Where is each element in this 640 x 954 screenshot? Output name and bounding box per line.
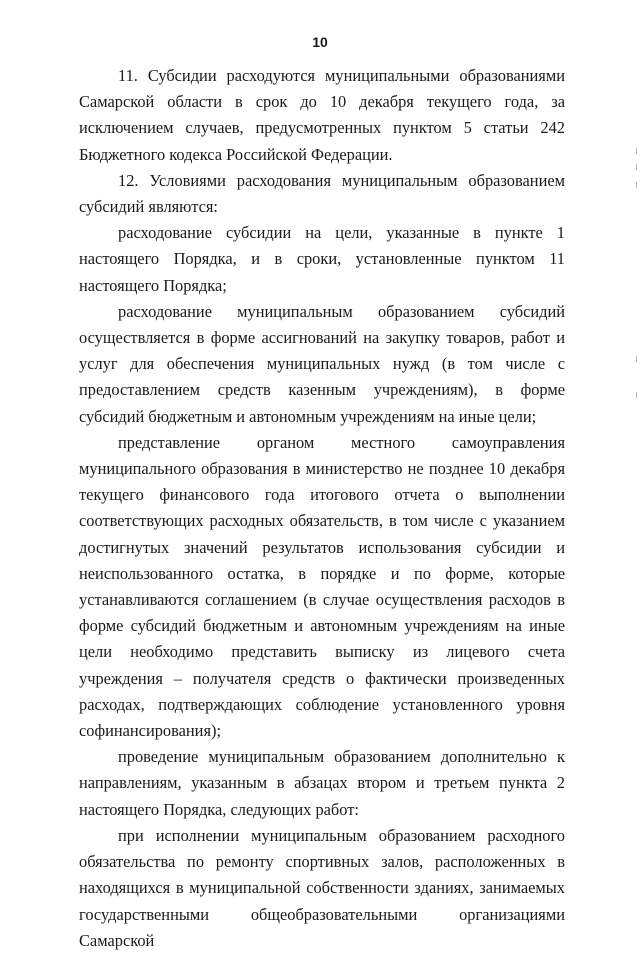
condition-spending-purpose: расходование субсидии на цели, указанные в пункте 1 настоящего Порядка, и в сроки, установленные пунктом 11 настоящего Порядка; xyxy=(79,223,565,295)
condition-additional-works: проведение муниципальным образованием дополнительно к направлениям, указанным в абзацах втором и третьем пункта 2 настоящего Порядка, следующих работ: xyxy=(79,747,565,819)
condition-gym-repair: при исполнении муниципальным образованием расходного обязательства по ремонту спортивных залов, расположенных в находящихся в муниципальной собственности зданиях, занимаемых государственными общеобразовательными организациями Самарской xyxy=(79,825,565,950)
scan-margin-mark xyxy=(636,392,637,398)
page-number: 10 xyxy=(312,34,328,50)
scan-margin-mark xyxy=(636,356,637,362)
scan-margin-mark xyxy=(636,164,637,170)
paragraph-11: 11. Субсидии расходуются муниципальными образованиями Самарской области в срок до 10 декабря текущего года, за исключением случаев, предусмотренных пунктом 5 статьи 242 Бюджетного кодекса Российской Федерации. xyxy=(79,66,565,164)
scan-margin-mark xyxy=(636,182,637,188)
paragraph-12: 12. Условиями расходования муниципальным образованием субсидий являются: xyxy=(79,170,565,217)
scan-margin-mark xyxy=(636,148,637,154)
condition-report-submission: представление органом местного самоуправления муниципального образования в министерство не позднее 10 декабря текущего финансового года итогового отчета о выполнении соответствующих расходных обязательств, в том числе с указанием достигнутых значений результатов использования субсидии и неиспользованного остатка, в порядке и по форме, которые устанавливаются соглашением (в случае осуществления расходов в форме субсидий бюджетным и автономным учреждениям на иные цели необходимо представить выписку из лицевого счета учреждения – получателя средств о фактически произведенных расходах, подтверждающих соблюдение установленного уровня софинансирования); xyxy=(79,432,565,741)
document-body xyxy=(79,63,565,954)
condition-spending-form: расходование муниципальным образованием субсидий осуществляется в форме ассигнований на закупку товаров, работ и услуг для обеспечения муниципальных нужд (в том числе с предоставлением средств казенным учреждениям), в форме субсидий бюджетным и автономным учреждениям на иные цели; xyxy=(79,301,565,426)
